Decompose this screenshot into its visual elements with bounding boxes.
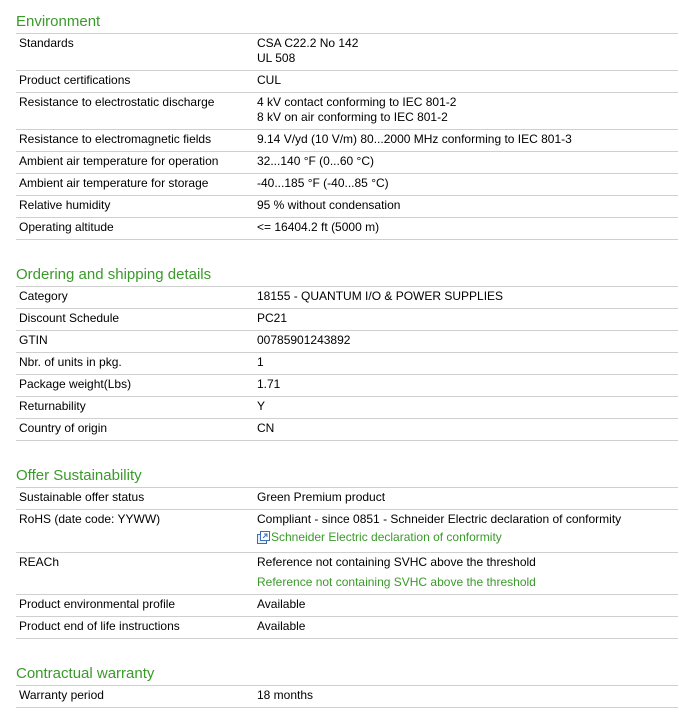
row-value: 95 % without condensation xyxy=(257,198,401,212)
table-row xyxy=(16,397,678,419)
row-value-cell xyxy=(251,130,678,152)
row-label: Discount Schedule xyxy=(16,309,251,331)
section-title-environment: Environment xyxy=(16,13,101,30)
row-value: Green Premium product xyxy=(251,488,678,510)
row-value-cell xyxy=(251,353,678,375)
row-label: Category xyxy=(16,287,251,309)
row-value: 9.14 V/yd (10 V/m) 80...2000 MHz conforming to IEC 801-3 xyxy=(257,132,572,146)
row-value-cell xyxy=(251,375,678,397)
table-row xyxy=(16,375,678,397)
row-label: GTIN xyxy=(16,331,251,353)
row-label: Sustainable offer status xyxy=(16,488,251,510)
row-value: 32...140 °F (0...60 °C) xyxy=(257,154,374,168)
table-row xyxy=(16,196,678,218)
environment-table xyxy=(16,33,678,240)
row-value-cell xyxy=(251,71,678,93)
table-row xyxy=(16,510,678,553)
reach-link[interactable]: Reference not containing SVHC above the threshold xyxy=(257,575,536,589)
row-label: REACh xyxy=(16,553,251,595)
table-row xyxy=(16,595,678,617)
row-value-cell xyxy=(251,152,678,174)
row-value-cell xyxy=(251,419,678,441)
row-label: Product end of life instructions xyxy=(16,617,251,639)
row-label: Standards xyxy=(16,34,251,71)
row-value: <= 16404.2 ft (5000 m) xyxy=(257,220,380,234)
row-value: CN xyxy=(257,421,275,435)
rohs-value: Compliant - since 0851 - Schneider Electric declaration of conformity xyxy=(257,512,622,526)
table-row xyxy=(16,309,678,331)
rohs-value-cell xyxy=(251,510,678,553)
row-value-cell xyxy=(251,93,678,130)
row-value-cell xyxy=(251,309,678,331)
section-title-warranty: Contractual warranty xyxy=(16,665,155,682)
row-value: PC21 xyxy=(257,311,288,325)
reach-value-cell xyxy=(251,553,678,595)
row-label: Operating altitude xyxy=(16,218,251,240)
reach-value: Reference not containing SVHC above the threshold xyxy=(257,555,536,569)
row-value: 8 kV on air conforming to IEC 801-2 xyxy=(257,110,448,124)
row-value: CSA C22.2 No 142 xyxy=(257,36,359,50)
row-value: UL 508 xyxy=(257,51,296,65)
row-value-cell xyxy=(251,196,678,218)
row-label: Country of origin xyxy=(16,419,251,441)
table-row xyxy=(16,34,678,71)
row-label: Resistance to electrostatic discharge xyxy=(16,93,251,130)
sustainability-table xyxy=(16,487,678,639)
row-label: Product certifications xyxy=(16,71,251,93)
environment-section xyxy=(16,13,663,240)
table-row xyxy=(16,488,678,510)
row-value-cell xyxy=(251,287,678,309)
row-value-cell xyxy=(251,34,678,71)
row-value: Available xyxy=(251,617,678,639)
table-row xyxy=(16,218,678,240)
sustainability-section xyxy=(16,467,663,639)
table-row xyxy=(16,617,678,639)
row-value: 1 xyxy=(257,355,264,369)
row-value-cell xyxy=(251,331,678,353)
section-title-ordering: Ordering and shipping details xyxy=(16,266,212,283)
table-row xyxy=(16,353,678,375)
row-value: Y xyxy=(257,399,266,413)
table-row xyxy=(16,331,678,353)
row-value: 1.71 xyxy=(257,377,281,391)
rohs-declaration-link[interactable] xyxy=(257,530,502,545)
row-label: Resistance to electromagnetic fields xyxy=(16,130,251,152)
row-label: RoHS (date code: YYWW) xyxy=(16,510,251,553)
row-value-cell xyxy=(251,397,678,419)
row-value: 4 kV contact conforming to IEC 801-2 xyxy=(257,95,457,109)
row-value: 00785901243892 xyxy=(257,333,351,347)
table-row xyxy=(16,287,678,309)
row-label: Nbr. of units in pkg. xyxy=(16,353,251,375)
ordering-section xyxy=(16,266,663,441)
table-row xyxy=(16,130,678,152)
table-row xyxy=(16,152,678,174)
warranty-section xyxy=(16,665,663,708)
table-row xyxy=(16,553,678,595)
row-value-cell xyxy=(251,174,678,196)
row-value-cell xyxy=(251,218,678,240)
row-label: Ambient air temperature for operation xyxy=(16,152,251,174)
ordering-table xyxy=(16,286,678,441)
table-row xyxy=(16,71,678,93)
document-link-icon xyxy=(257,531,270,544)
row-value: 18155 - QUANTUM I/O & POWER SUPPLIES xyxy=(257,289,504,303)
table-row xyxy=(16,419,678,441)
section-title-sustainability: Offer Sustainability xyxy=(16,467,142,484)
row-value: Available xyxy=(251,595,678,617)
row-value: CUL xyxy=(257,73,282,87)
warranty-table xyxy=(16,685,678,708)
table-row xyxy=(16,93,678,130)
row-value: 18 months xyxy=(251,686,678,708)
row-label: Product environmental profile xyxy=(16,595,251,617)
row-label: Relative humidity xyxy=(16,196,251,218)
row-label: Warranty period xyxy=(16,686,251,708)
table-row xyxy=(16,174,678,196)
table-row xyxy=(16,686,678,708)
row-label: Package weight(Lbs) xyxy=(16,375,251,397)
rohs-link-label: Schneider Electric declaration of conformity xyxy=(271,530,502,544)
row-label: Returnability xyxy=(16,397,251,419)
row-label: Ambient air temperature for storage xyxy=(16,174,251,196)
row-value: -40...185 °F (-40...85 °C) xyxy=(257,176,389,190)
